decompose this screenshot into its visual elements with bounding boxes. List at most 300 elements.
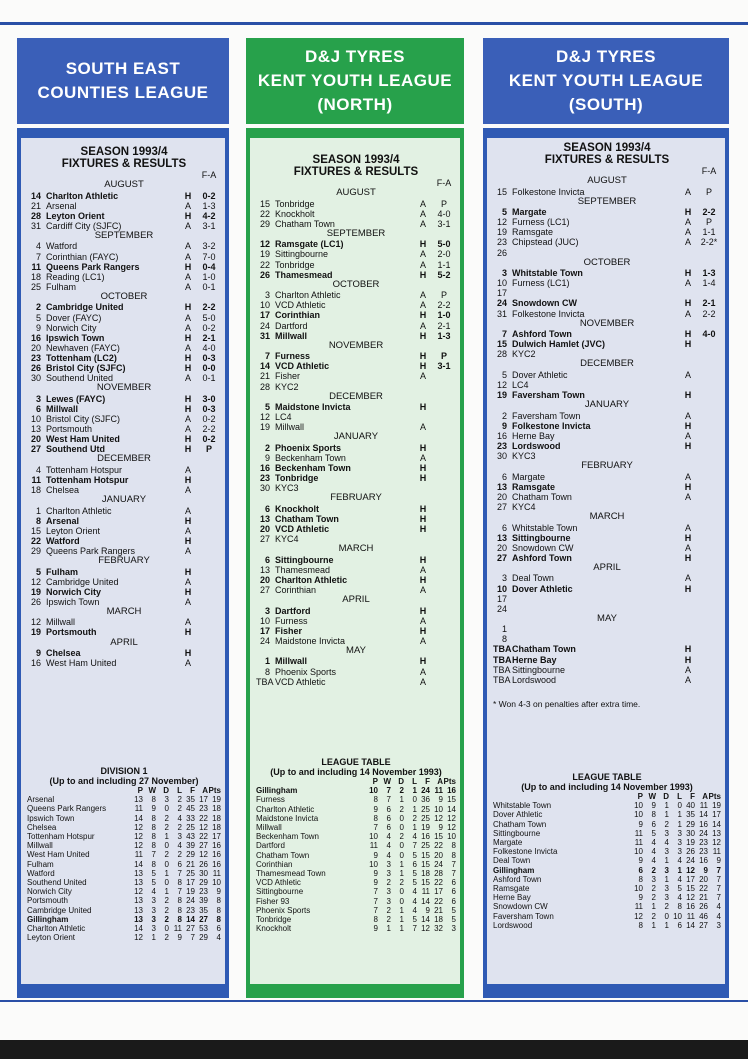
fixture-date: 11 — [31, 261, 41, 272]
fixture-row — [493, 349, 721, 359]
standings-cell: 1 — [664, 874, 669, 884]
fixture-venue: H — [184, 332, 192, 343]
standings-cell: 5 — [151, 868, 156, 878]
fixture-date: 10 — [496, 278, 507, 289]
fixture-opponent: Cardiff City (SJFC) — [46, 220, 122, 231]
standings-cell: 7 — [177, 887, 182, 897]
standings-cell: 1 — [151, 933, 156, 943]
fixture-date: 31 — [30, 220, 41, 231]
fixture-venue: A — [184, 505, 191, 516]
standings-cell: Margate — [493, 838, 523, 848]
standings-cell: Portsmouth — [27, 896, 68, 906]
fixture-date: 12 — [496, 380, 507, 390]
fixture-opponent: KYC2 — [275, 381, 299, 392]
fixture-venue: H — [419, 524, 427, 535]
standings-cell: 4 — [216, 933, 221, 943]
fixture-venue: A — [419, 666, 426, 677]
fixture-row — [27, 221, 221, 231]
fixture-row — [27, 262, 221, 272]
fixture-score: 3-0 — [202, 393, 216, 404]
standings-cell: 9 — [716, 856, 721, 866]
fixture-row — [493, 675, 721, 685]
standings-header-cell: Pts — [443, 777, 456, 786]
standings-cell: 26 — [199, 859, 208, 869]
standings-cell: 3 — [451, 924, 456, 934]
fixture-date: 14 — [30, 190, 41, 201]
standings-cell: 0 — [164, 804, 169, 814]
standings-cell: Gillingham — [493, 865, 535, 875]
banner-south-east-counties — [17, 38, 229, 124]
fixture-venue: H — [684, 268, 692, 279]
fixture-row — [256, 412, 456, 422]
fixture-date: 10 — [259, 300, 270, 311]
fixture-opponent: Herne Bay — [512, 430, 555, 441]
standings-cell: 12 — [134, 841, 143, 851]
score-header-label: F-A — [436, 178, 452, 188]
fixture-opponent: LC4 — [512, 380, 529, 390]
standings-cell: 1 — [164, 832, 169, 842]
fixture-venue: A — [684, 186, 691, 197]
standings-cell: 11 — [212, 868, 221, 878]
fixture-date: 21 — [30, 200, 41, 211]
fixture-score: P — [705, 186, 712, 197]
standings-cell: Thamesmead Town — [256, 869, 326, 879]
standings-header-row — [493, 792, 721, 801]
fixture-date: TBA — [493, 674, 511, 685]
top-rule — [0, 22, 748, 25]
fixture-score: 2-2* — [700, 237, 718, 248]
fixture-venue: A — [684, 491, 691, 502]
fixture-row — [493, 502, 721, 512]
fixture-row — [27, 597, 221, 607]
month-heading: FEBRUARY — [581, 460, 633, 472]
standings-cell: 11 — [699, 801, 708, 811]
standings-cell: 46 — [699, 911, 708, 921]
standings-cell: 2 — [664, 902, 669, 912]
standings-row — [256, 878, 456, 887]
fixture-opponent: Ashford Town — [512, 552, 572, 563]
standings-cell: 24 — [699, 828, 708, 838]
fixture-row — [27, 475, 221, 485]
fixture-venue: H — [184, 210, 192, 221]
standings-cell: 1 — [664, 920, 669, 930]
fixture-row — [27, 465, 221, 475]
fixture-venue: A — [184, 545, 191, 556]
standings-cell: 12 — [421, 924, 430, 934]
fixture-row — [493, 472, 721, 482]
league-table-subtitle: (Up to and including 14 November 1993) — [270, 767, 442, 777]
fixture-opponent: KYC3 — [512, 451, 536, 462]
fixture-date: 23 — [496, 237, 507, 248]
fixture-opponent: Knockholt — [275, 503, 319, 514]
fixture-opponent: Arsenal — [46, 200, 77, 211]
fixture-venue: A — [684, 674, 691, 685]
standings-cell: 25 — [186, 868, 195, 878]
fixture-opponent: Fulham — [46, 566, 79, 577]
fixture-row — [27, 567, 221, 577]
standings-row — [256, 887, 456, 896]
fixture-venue: A — [184, 525, 191, 536]
standings-cell: 7 — [716, 884, 721, 894]
fixture-opponent: Southend United — [46, 373, 114, 384]
standings-cell: 1 — [386, 924, 391, 934]
banner-line: D&J TYRES — [305, 47, 405, 66]
fixture-score: 0-1 — [202, 373, 216, 384]
fixture-venue: H — [184, 393, 192, 404]
standings-cell: 45 — [186, 804, 195, 814]
fixture-row — [493, 533, 721, 543]
standings-cell: 11 — [369, 841, 378, 851]
month-heading: FEBRUARY — [330, 492, 382, 504]
fixture-row — [493, 411, 721, 421]
fixture-date: 6 — [501, 522, 507, 533]
fixture-row — [27, 444, 221, 454]
fixture-row — [493, 644, 721, 654]
month-heading: APRIL — [593, 561, 621, 573]
fixture-opponent: Charlton Athletic — [275, 290, 341, 301]
standings-cell: 7 — [451, 869, 456, 879]
standings-cell: 1 — [677, 810, 682, 820]
standings-cell: 4 — [412, 832, 417, 842]
fixture-venue: A — [184, 373, 191, 384]
standings-cell: 23 — [699, 838, 708, 848]
fixture-opponent: Queens Park Rangers — [46, 261, 140, 272]
fixture-date: 19 — [496, 227, 507, 238]
standings-cell: 8 — [151, 832, 156, 842]
standings-cell: Corinthian — [256, 859, 293, 869]
fixture-venue: A — [684, 430, 691, 441]
fixture-opponent: LC4 — [275, 412, 292, 423]
standings-cell: 20 — [699, 874, 708, 884]
fixture-opponent: Watford — [46, 241, 78, 252]
standings-cell: 26 — [699, 902, 708, 912]
score-column-header — [256, 178, 456, 188]
fixtures-column — [27, 146, 221, 668]
standings-cell: 3 — [677, 828, 682, 838]
fixture-opponent: Queens Park Rangers — [46, 545, 136, 556]
fixture-row — [27, 536, 221, 546]
panel-kent-south — [483, 128, 729, 998]
standings-table — [493, 792, 721, 930]
fixture-date: 13 — [496, 481, 507, 492]
standings-cell: 14 — [447, 804, 456, 814]
fixture-date: 11 — [31, 474, 41, 485]
standings-row — [27, 906, 221, 915]
fixture-score: P — [205, 444, 212, 455]
fixture-opponent: Millwall — [46, 617, 75, 628]
standings-cell: 7 — [373, 905, 378, 915]
fixture-date: 13 — [30, 423, 41, 434]
standings-cell: 9 — [438, 823, 443, 833]
fixture-date: 12 — [259, 412, 270, 423]
fixture-date: 3 — [35, 393, 41, 404]
standings-cell: 1 — [164, 887, 169, 897]
fixture-date: 1 — [501, 624, 507, 635]
fixture-venue: A — [419, 635, 426, 646]
fixture-date: 10 — [259, 615, 270, 626]
standings-cell: Dover Athletic — [493, 810, 543, 820]
fixture-score: 4-0 — [437, 208, 451, 219]
standings-row — [493, 893, 721, 902]
standings-header-cell: A — [702, 792, 708, 801]
standings-cell: 13 — [134, 914, 143, 924]
fixture-score: 2-2 — [702, 308, 716, 319]
standings-cell: 2 — [386, 878, 391, 888]
standings-cell: 9 — [151, 804, 156, 814]
fixture-venue: H — [419, 625, 427, 636]
fixture-row — [493, 624, 721, 634]
fixture-opponent: Sittingbourne — [512, 532, 571, 543]
standings-cell: 21 — [434, 905, 443, 915]
fixture-score: 0-2 — [202, 190, 216, 201]
league-table — [27, 766, 221, 942]
standings-row — [27, 841, 221, 850]
standings-cell: Queens Park Rangers — [27, 804, 107, 814]
fixture-score: 7-0 — [202, 251, 216, 262]
standings-cell: 5 — [451, 915, 456, 925]
standings-cell: Cambridge United — [27, 905, 92, 915]
fixture-venue: A — [684, 664, 691, 675]
standings-cell: 14 — [712, 819, 721, 829]
standings-cell: 1 — [664, 810, 669, 820]
standings-cell: 15 — [421, 859, 430, 869]
fixture-venue: H — [684, 420, 692, 431]
fixture-opponent: Deal Town — [512, 573, 554, 584]
fixture-row — [256, 616, 456, 626]
standings-cell: 18 — [212, 813, 221, 823]
fixture-opponent: Tonbridge — [275, 198, 315, 209]
standings-row — [27, 860, 221, 869]
fixture-date: 9 — [501, 420, 507, 431]
standings-cell: 5 — [151, 878, 156, 888]
fixture-score: 4-2 — [202, 210, 216, 221]
fixture-date: 3 — [264, 290, 270, 301]
fixture-venue: A — [419, 452, 426, 463]
month-heading: APRIL — [342, 594, 370, 606]
standings-cell: 10 — [447, 832, 456, 842]
fixture-date: 30 — [496, 451, 507, 462]
fixture-row — [256, 585, 456, 595]
standings-cell: 13 — [134, 795, 143, 805]
fixture-row — [493, 523, 721, 533]
standings-cell: Fisher 93 — [256, 896, 290, 906]
standings-cell: 19 — [186, 887, 195, 897]
standings-header-cell: A — [437, 777, 443, 786]
standings-cell: 13 — [134, 896, 143, 906]
standings-row — [256, 795, 456, 804]
fixture-venue: H — [684, 298, 692, 309]
fixture-row — [256, 361, 456, 371]
standings-cell: 27 — [199, 914, 208, 924]
standings-cell: 2 — [386, 905, 391, 915]
fixture-opponent: Tottenham Hotspur — [46, 474, 129, 485]
standings-row — [27, 896, 221, 905]
standings-header-cell: F — [425, 777, 430, 786]
month-heading: DECEMBER — [97, 453, 151, 465]
standings-cell: 3 — [164, 795, 169, 805]
standings-cell: 2 — [651, 865, 656, 875]
fixture-venue: A — [419, 676, 426, 687]
standings-cell: 2 — [164, 905, 169, 915]
fixture-venue: A — [419, 564, 426, 575]
fixture-row — [27, 414, 221, 424]
standings-cell: 27 — [699, 920, 708, 930]
fixture-date: 9 — [35, 322, 41, 333]
fixtures-heading: FIXTURES & RESULTS — [61, 158, 187, 170]
standings-cell: 2 — [177, 795, 182, 805]
banner-line: COUNTIES LEAGUE — [37, 83, 209, 102]
standings-cell: 3 — [677, 838, 682, 848]
fixture-row — [256, 636, 456, 646]
fixture-row — [493, 298, 721, 308]
standings-cell: 9 — [651, 801, 656, 811]
fixture-date: 19 — [259, 249, 270, 260]
standings-cell: 0 — [399, 841, 404, 851]
standings-cell: 22 — [434, 841, 443, 851]
fixture-venue: H — [184, 352, 192, 363]
league-table — [256, 757, 456, 933]
fixture-score: 1-3 — [702, 268, 716, 279]
standings-cell: 7 — [386, 795, 391, 805]
fixture-opponent: Corinthian — [275, 585, 317, 595]
standings-cell: 6 — [451, 887, 456, 897]
standings-cell: 3 — [651, 874, 656, 884]
month-heading: MARCH — [106, 605, 142, 617]
fixture-opponent: Furness — [275, 615, 308, 626]
fixture-venue: A — [419, 208, 426, 219]
standings-cell: 10 — [369, 832, 378, 842]
fixture-opponent: Sittingbourne — [275, 554, 334, 565]
fixture-date: 1 — [264, 656, 270, 667]
fixture-opponent: Arsenal — [46, 515, 80, 526]
fixture-venue: H — [419, 239, 427, 250]
fixture-date: 27 — [30, 444, 41, 455]
fixture-date: 19 — [496, 390, 507, 401]
month-heading: MARCH — [589, 511, 625, 523]
fixture-score: 1-3 — [202, 200, 216, 211]
standings-cell: 10 — [212, 878, 221, 888]
fixture-opponent: Dover Athletic — [512, 369, 568, 380]
standings-cell: 8 — [638, 920, 643, 930]
fixture-row — [27, 363, 221, 373]
standings-row — [27, 887, 221, 896]
fixture-date: 15 — [30, 525, 41, 536]
standings-cell: 4 — [716, 911, 721, 921]
month-heading: AUGUST — [336, 187, 376, 199]
fixture-venue: H — [184, 363, 192, 373]
fixture-date: 8 — [501, 634, 507, 645]
fixture-row — [256, 199, 456, 209]
fixture-venue: H — [184, 535, 192, 546]
standings-cell: Deal Town — [493, 856, 531, 866]
fixture-row — [256, 667, 456, 677]
fixture-date: 20 — [496, 542, 507, 553]
fixture-venue: A — [184, 617, 191, 628]
standings-cell: 19 — [212, 795, 221, 805]
fixture-date: 20 — [259, 524, 270, 535]
standings-cell: 18 — [212, 804, 221, 814]
fixture-row — [493, 604, 721, 614]
standings-header-cell: L — [677, 792, 682, 801]
standings-cell: 19 — [712, 801, 721, 811]
standings-cell: 3 — [151, 924, 156, 934]
standings-cell: 9 — [373, 804, 378, 814]
standings-cell: 8 — [151, 859, 156, 869]
standings-cell: 22 — [199, 832, 208, 842]
standings-row — [493, 829, 721, 838]
fixture-row — [27, 394, 221, 404]
fixture-venue: H — [184, 302, 192, 313]
standings-cell: 3 — [677, 847, 682, 857]
standings-cell: Dartford — [256, 841, 285, 851]
fixture-venue: A — [184, 413, 191, 424]
fixture-venue: H — [419, 310, 427, 321]
standings-cell: 2 — [164, 822, 169, 832]
fixture-venue: A — [184, 484, 191, 495]
fixture-row — [27, 313, 221, 323]
standings-cell: 6 — [677, 920, 682, 930]
standings-cell: 10 — [369, 786, 378, 796]
standings-cell: 8 — [177, 914, 182, 924]
fixture-opponent: Herne Bay — [512, 654, 557, 665]
standings-cell: 8 — [216, 905, 221, 915]
fixture-date: 7 — [264, 351, 270, 362]
fixture-date: 12 — [30, 617, 41, 628]
fixture-row — [256, 290, 456, 300]
standings-cell: 16 — [212, 841, 221, 851]
fixture-venue: H — [184, 444, 192, 455]
standings-cell: 29 — [186, 850, 195, 860]
standings-cell: 32 — [434, 924, 443, 934]
fixture-opponent: VCD Athletic — [275, 300, 326, 311]
fixture-date: 10 — [30, 413, 41, 424]
standings-cell: Snowdown CW — [493, 902, 548, 912]
standings-cell: 6 — [451, 896, 456, 906]
fixture-venue: H — [684, 207, 692, 218]
standings-cell: 5 — [412, 878, 417, 888]
fixture-row — [493, 482, 721, 492]
standings-cell: 6 — [412, 859, 417, 869]
standings-cell: 10 — [634, 801, 643, 811]
fixture-date: 24 — [259, 320, 270, 331]
standings-cell: 7 — [190, 933, 195, 943]
fixture-row — [256, 402, 456, 412]
fixture-row — [27, 333, 221, 343]
standings-cell: Ipswich Town — [27, 813, 75, 823]
fixture-score: 1-0 — [437, 310, 451, 321]
standings-row — [256, 786, 456, 795]
fixture-opponent: Margate — [512, 207, 547, 218]
standings-cell: 16 — [421, 832, 430, 842]
standings-row — [256, 832, 456, 841]
fixture-venue: A — [184, 576, 191, 587]
fixture-opponent: KYC4 — [512, 501, 536, 512]
banner-line: D&J TYRES — [556, 47, 656, 66]
standings-cell: 22 — [434, 896, 443, 906]
standings-cell: 2 — [399, 786, 404, 796]
standings-cell: 7 — [373, 896, 378, 906]
standings-cell: 39 — [199, 896, 208, 906]
fixture-venue: H — [184, 648, 192, 659]
standings-cell: 15 — [421, 878, 430, 888]
fixture-row — [493, 329, 721, 339]
standings-cell: 11 — [421, 887, 430, 897]
fixture-row — [256, 239, 456, 249]
fixture-venue: H — [684, 329, 692, 340]
fixture-opponent: Leyton Orient — [46, 525, 101, 536]
standings-cell: Sittingbourne — [256, 887, 304, 897]
fixture-row — [493, 339, 721, 349]
